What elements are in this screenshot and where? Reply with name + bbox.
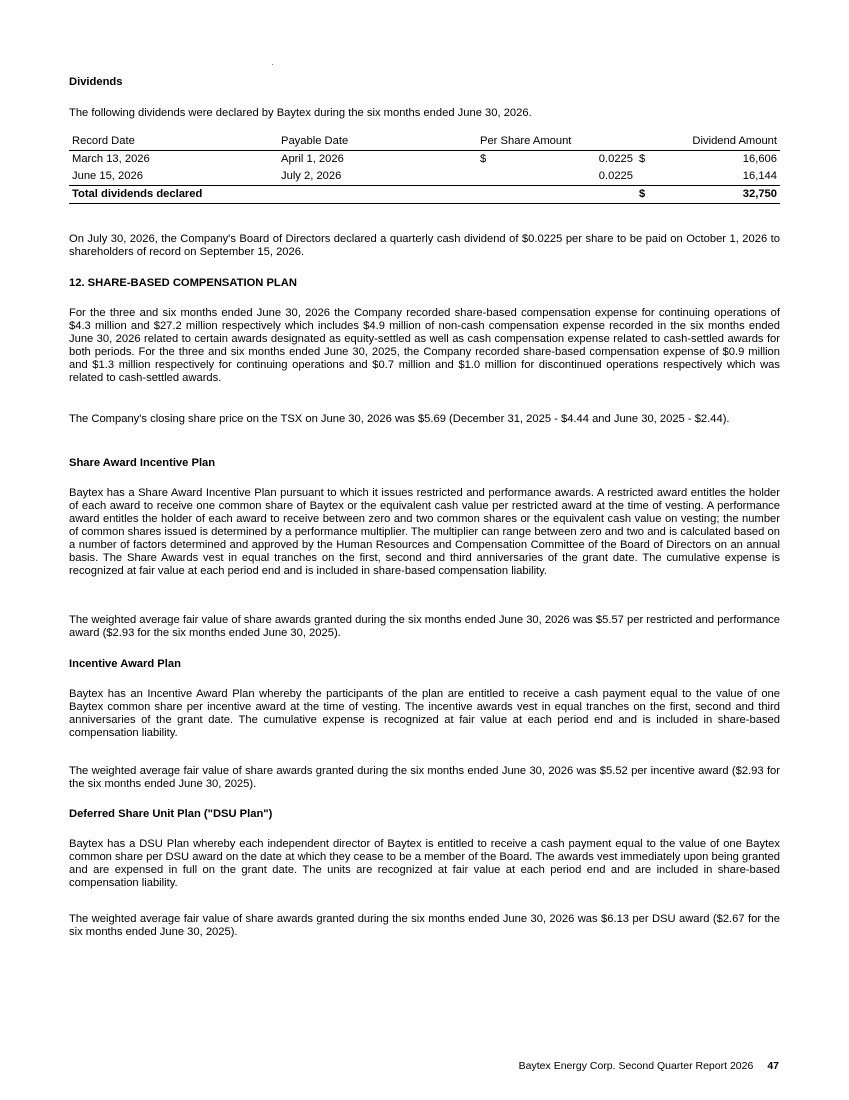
- section-12-para-1: For the three and six months ended June 30, 2026 the Company recorded share-based compensation expense for continuing operations of $4.3 million and $27.2 million respectively which includes $4.9 million of non-cash compensation expense recorded in the six months ended June 30, 2026 related to certain awards designated as equity-settled as well as cash compensation expense related to cash-settled awards for both periods. For the three and six months ended June 30, 2025, the Company recorded share-based compensation expense of $0.9 million and $1.3 million respectively for continuing operations and $0.7 million and $1.0 million for discontinued operations respectively which was related to cash-settled awards.: [69, 307, 780, 384]
- per-share-cell: 0.0225: [598, 153, 633, 165]
- stray-mark: [272, 64, 273, 65]
- currency-cell: [636, 168, 658, 186]
- table-row: [69, 168, 780, 186]
- total-label: Total dividends declared: [69, 186, 477, 204]
- currency-cell: $: [639, 153, 646, 165]
- record-date-cell: June 15, 2026: [72, 170, 143, 182]
- dividend-amount-cell: 16,606: [742, 153, 777, 165]
- dividend-amount-cell: 16,144: [742, 170, 777, 182]
- table-row: [69, 151, 780, 169]
- record-date-cell: March 13, 2026: [72, 153, 150, 165]
- col-per-share: Per Share Amount: [477, 133, 636, 151]
- payable-date-cell: April 1, 2026: [281, 153, 344, 165]
- currency-cell: [477, 168, 499, 186]
- col-record-date: Record Date: [69, 133, 278, 151]
- incentive-award-para-1: Baytex has an Incentive Award Plan whereby the participants of the plan are entitled to receive a cash payment equal to the value of one Baytex common share per incentive award at the time of vesting. The incentive awards vest in equal tranches on the first, second and third anniversaries of the grant date. The cumulative expense is recognized at fair value at each period end and is included in share-based compensation liability.: [69, 688, 780, 739]
- dividends-table: [69, 133, 780, 204]
- dividend-declaration-note: On July 30, 2026, the Company's Board of Directors declared a quarterly cash dividend of $0.0225 per share to be paid on October 1, 2026 to shareholders of record on September 15, 2026.: [69, 233, 780, 258]
- footer-report-title: Baytex Energy Corp. Second Quarter Report 2026: [518, 1060, 754, 1072]
- dsu-para-2: The weighted average fair value of share awards granted during the six months ended June 30, 2026 was $6.13 per DSU award ($2.67 for the six months ended June 30, 2025).: [69, 913, 780, 938]
- dividends-heading: Dividends: [69, 76, 123, 88]
- share-award-heading: Share Award Incentive Plan: [69, 457, 216, 469]
- dsu-para-1: Baytex has a DSU Plan whereby each independent director of Baytex is entitled to receive a cash payment equal to the value of one Baytex common share per DSU award on the date at which they cease to be a member of the Board. The awards vest immediately upon being granted and are expensed in full on the grant date. The units are recognized at fair value at each period end and are included in share-based compensation liability.: [69, 838, 780, 889]
- currency-cell: $: [480, 153, 487, 165]
- total-currency: $: [636, 186, 658, 204]
- col-payable-date: Payable Date: [278, 133, 477, 151]
- per-share-cell: 0.0225: [598, 170, 633, 182]
- dsu-heading: Deferred Share Unit Plan ("DSU Plan"): [69, 808, 273, 820]
- section-12-para-2: The Company's closing share price on the TSX on June 30, 2026 was $5.69 (December 31, 2025 - $4.44 and June 30, 2025 - $2.44).: [69, 413, 730, 425]
- table-total-row: [69, 186, 780, 204]
- incentive-award-heading: Incentive Award Plan: [69, 658, 181, 670]
- section-12-heading: 12. SHARE-BASED COMPENSATION PLAN: [69, 277, 297, 289]
- dividends-intro: The following dividends were declared by Baytex during the six months ended June 30, 2026.: [69, 107, 532, 119]
- total-amount: 32,750: [658, 186, 780, 204]
- payable-date-cell: July 2, 2026: [281, 170, 342, 182]
- table-header-row: [69, 133, 780, 151]
- share-award-para-2: The weighted average fair value of share awards granted during the six months ended June 30, 2026 was $5.57 per restricted and performance award ($2.93 for the six months ended June 30, 2025).: [69, 614, 780, 639]
- page-number: 47: [767, 1060, 779, 1072]
- incentive-award-para-2: The weighted average fair value of share awards granted during the six months ended June 30, 2026 was $5.52 per incentive award ($2.93 for the six months ended June 30, 2025).: [69, 765, 780, 790]
- share-award-para-1: Baytex has a Share Award Incentive Plan pursuant to which it issues restricted and performance awards. A restricted award entitles the holder of each award to receive one common share of Baytex or the equivalent cash value per restricted award at the time of vesting. A performance award entitles the holder of each award to receive between zero and two common shares or the equivalent cash value on vesting; the number of common shares issued is determined by a performance multiplier. The multiplier can range between zero and two and is calculated based on a number of factors determined and approved by the Human Resources and Compensation Committee of the Board of Directors on an annual basis. The Share Awards vest in equal tranches on the first, second and third anniversaries of the grant date. The cumulative expense is recognized at fair value at each period end and is included in share-based compensation liability.: [69, 487, 780, 577]
- page-footer: [519, 1060, 779, 1073]
- col-dividend-amount: Dividend Amount: [636, 133, 780, 151]
